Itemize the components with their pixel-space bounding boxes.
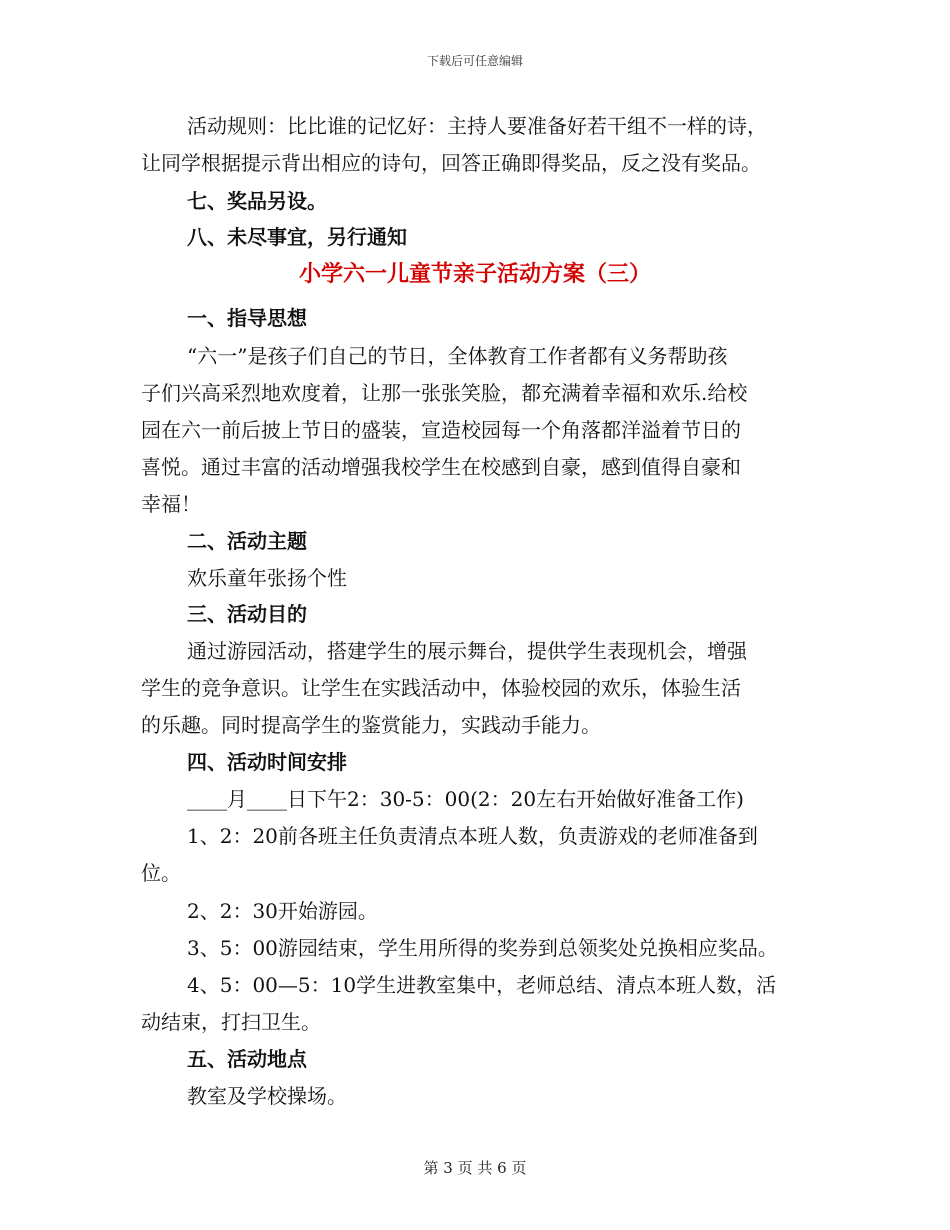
paragraph-line: 喜悦。通过丰富的活动增强我校学生在校感到自豪，感到值得自豪和 — [141, 455, 741, 479]
paragraph-line: 子们兴高采烈地欢度着，让那一张张笑脸，都充满着幸福和欢乐.给校 — [141, 381, 748, 405]
paragraph-line: 学生的竞争意识。让学生在实践活动中，体验校园的欢乐，体验生活 — [141, 676, 741, 700]
section-heading-7: 七、奖品另设。 — [187, 189, 327, 213]
paragraph-line: 幸福！ — [141, 492, 201, 516]
paragraph-line: 园在六一前后披上节日的盛装，宣造校园每一个角落都洋溢着节日的 — [141, 418, 741, 442]
schedule-item-4: 4、5：00—5：10学生进教室集中，老师总结、清点本班人数，活 — [187, 973, 777, 997]
schedule-item-4-cont: 动结束，打扫卫生。 — [141, 1010, 321, 1034]
rule-text-line-2: 让同学根据提示背出相应的诗句，回答正确即得奖品，反之没有奖品。 — [141, 151, 761, 175]
section-heading-1: 一、指导思想 — [187, 306, 307, 330]
rule-text-line-1: 活动规则：比比谁的记忆好：主持人要准备好若干组不一样的诗， — [187, 114, 767, 138]
section-heading-2: 二、活动主题 — [187, 529, 307, 553]
paragraph-line: 教室及学校操场。 — [187, 1084, 347, 1108]
paragraph-line: 通过游园活动，搭建学生的展示舞台，提供学生表现机会，增强 — [187, 639, 747, 663]
section-heading-8: 八、未尽事宜，另行通知 — [187, 225, 407, 249]
page-header: 下载后可任意编辑 — [426, 54, 523, 68]
paragraph-line: 欢乐童年张扬个性 — [187, 566, 347, 590]
page-footer: 第 3 页 共 6 页 — [423, 1159, 527, 1177]
paragraph-line: “六一”是孩子们自己的节日，全体教育工作者都有义务帮助孩 — [187, 344, 728, 368]
schedule-item-2: 2、2：30开始游园。 — [187, 899, 378, 923]
schedule-date-line: ____月____日下午2：30-5：00(2：20左右开始做好准备工作) — [187, 787, 744, 811]
paragraph-line: 的乐趣。同时提高学生的鉴赏能力，实践动手能力。 — [141, 713, 601, 737]
schedule-item-3: 3、5：00游园结束，学生用所得的奖券到总领奖处兑换相应奖品。 — [187, 936, 778, 960]
schedule-item-1: 1、2：20前各班主任负责清点本班人数，负责游戏的老师准备到 — [187, 824, 758, 848]
section-heading-5: 五、活动地点 — [187, 1047, 307, 1071]
section-heading-4: 四、活动时间安排 — [187, 750, 347, 774]
section-heading-3: 三、活动目的 — [187, 602, 307, 626]
schedule-item-1-cont: 位。 — [141, 861, 181, 885]
document-title: 小学六一儿童节亲子活动方案（三） — [298, 261, 651, 287]
